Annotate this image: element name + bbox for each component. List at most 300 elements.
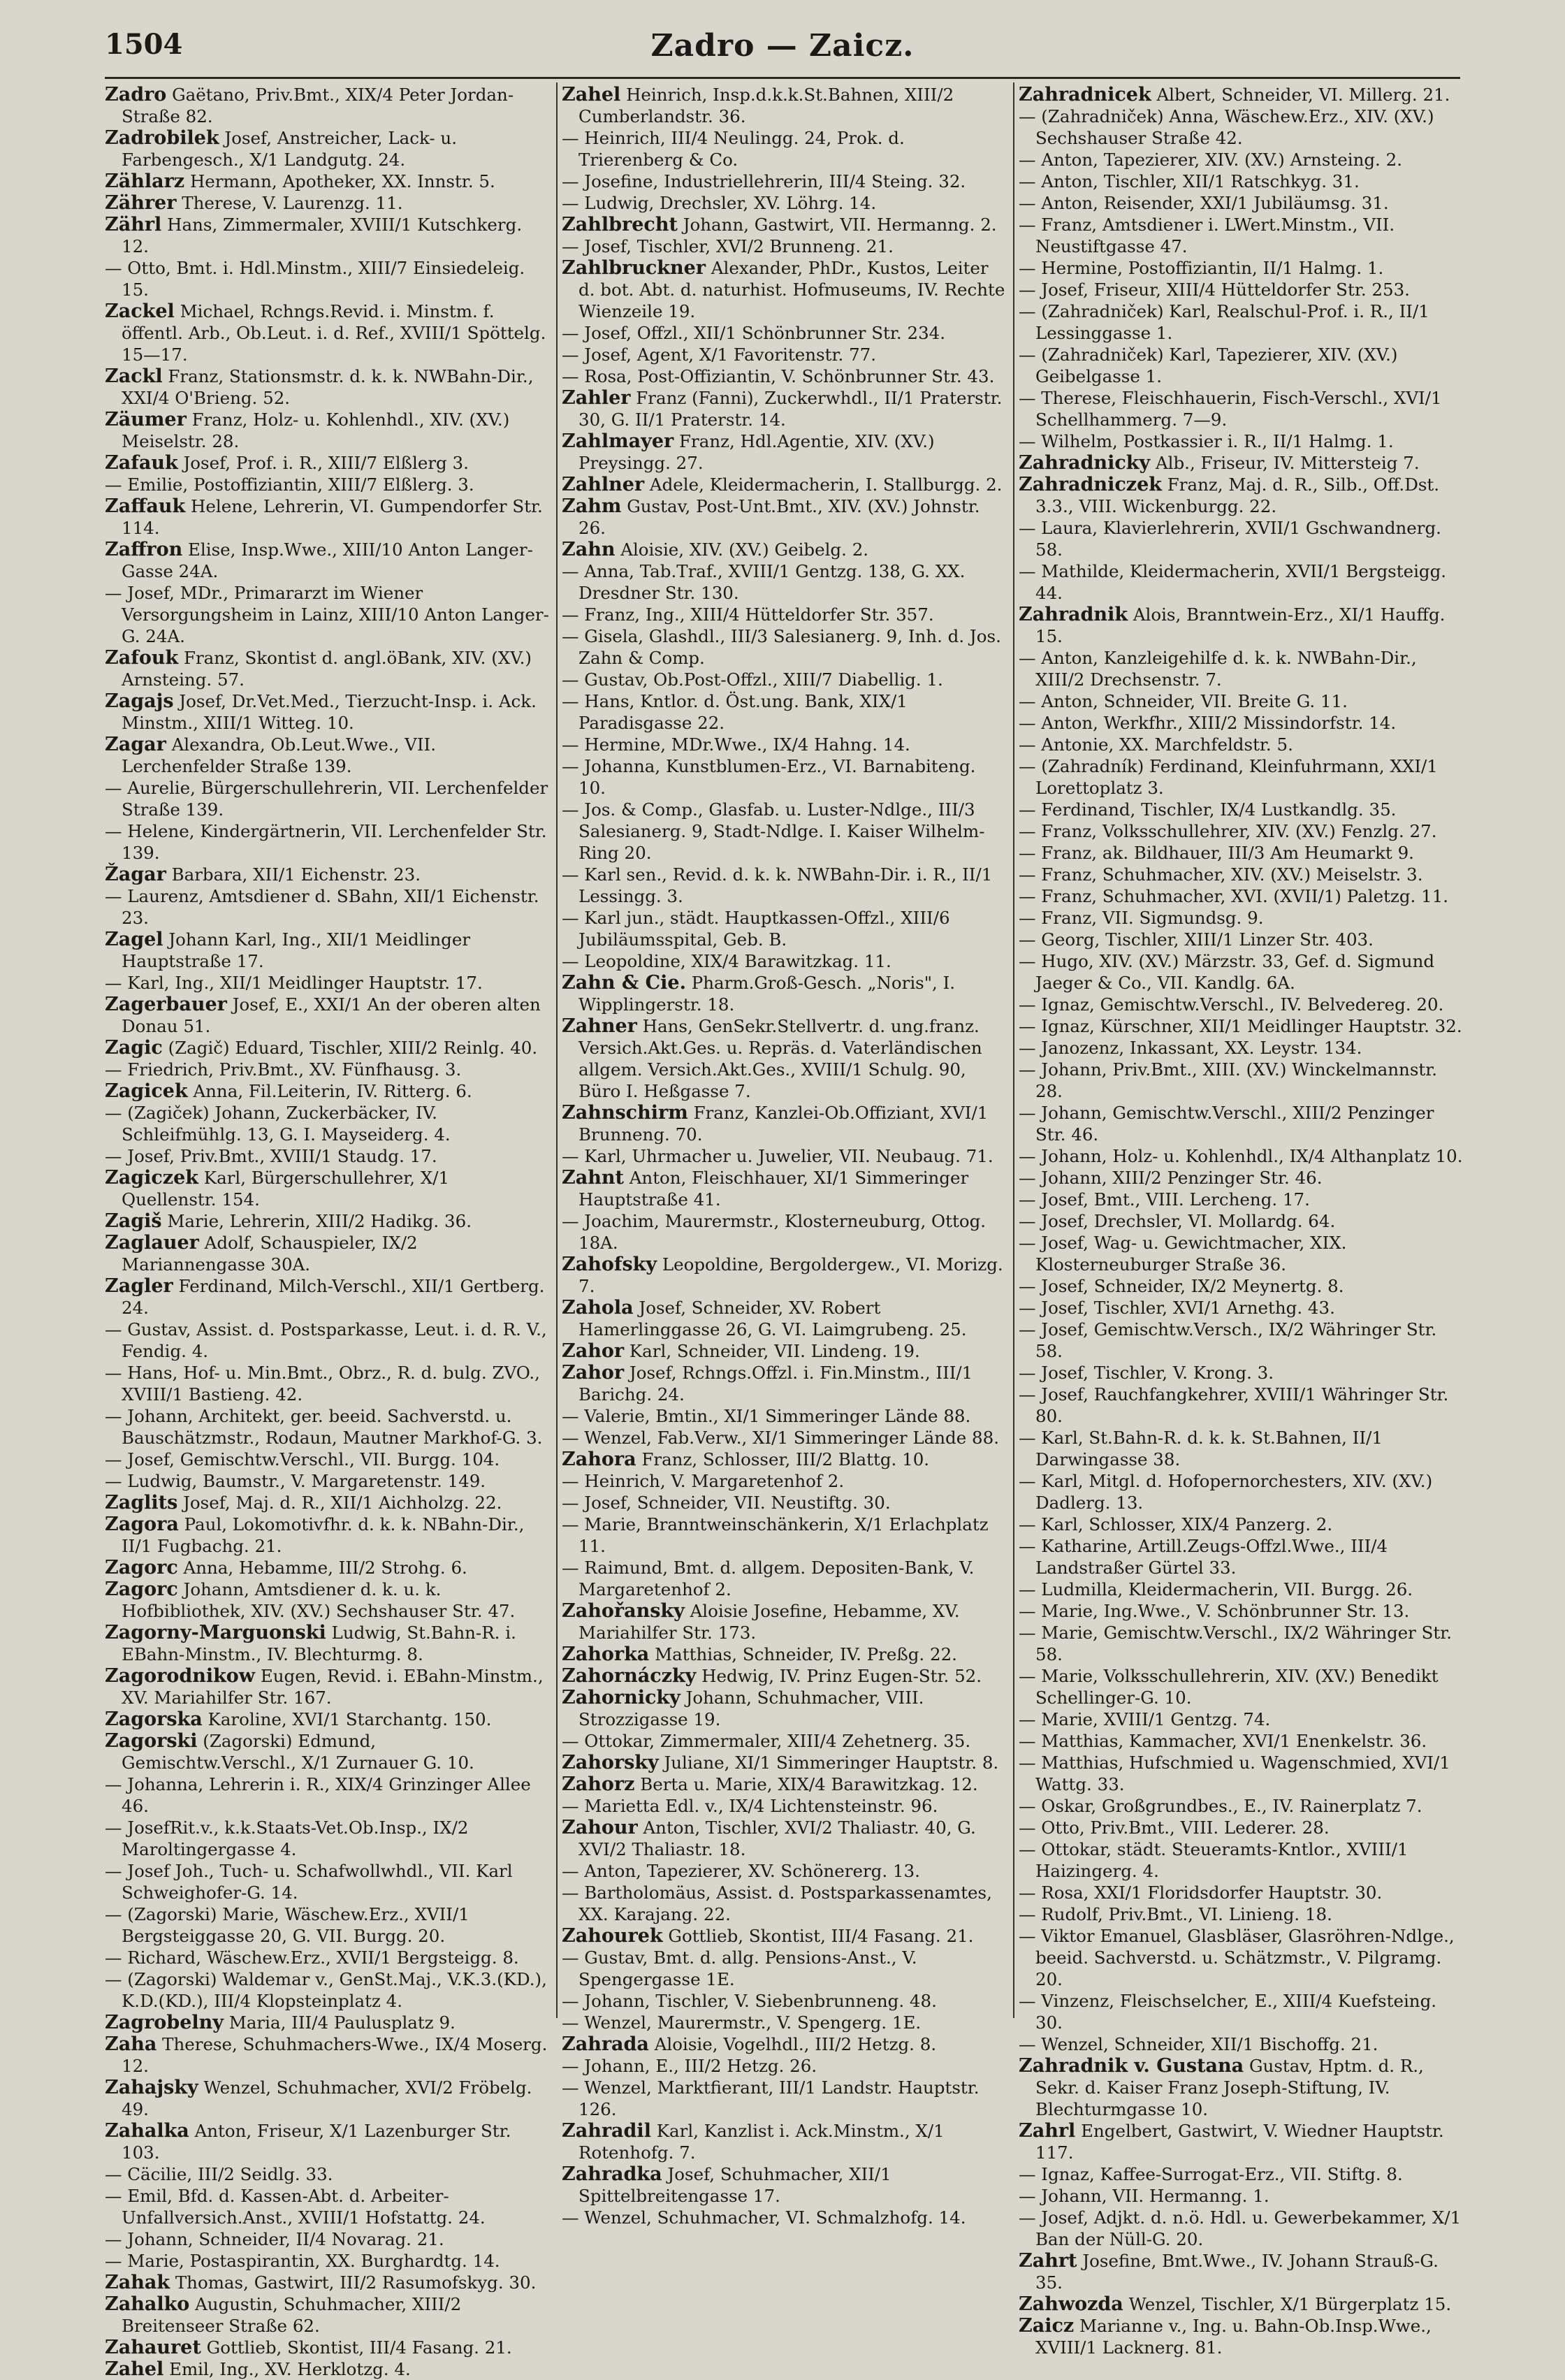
entry-surname: Zahradnik v. Gustana — [1019, 2055, 1244, 2077]
directory-entry — [1019, 799, 1463, 820]
entry-surname: Zahradnicky — [1019, 452, 1151, 474]
entry-surname: Zadrobilek — [105, 127, 219, 149]
entry-details: — Josef, Wag- u. Gewichtmacher, XIX. Klosterneuburger Straße 36. — [1019, 1233, 1347, 1275]
directory-entry — [562, 539, 1006, 560]
entry-details: — Josef, Priv.Bmt., XVIII/1 Staudg. 17. — [105, 1146, 437, 1166]
entry-surname: Zagorska — [105, 1708, 203, 1730]
directory-entry — [562, 907, 1006, 950]
entry-details: — Franz, Ing., XIII/4 Hütteldorfer Str. 357. — [562, 604, 934, 625]
directory-entry — [562, 1449, 1006, 1470]
directory-entry — [105, 452, 549, 474]
entry-details: Franz, Skontist d. angl.öBank, XIV. (XV.) Arnsteing. 57. — [122, 648, 532, 690]
entry-details: — Anton, Tapezierer, XIV. (XV.) Arnsteing. 2. — [1019, 150, 1402, 170]
entry-surname: Zahradka — [562, 2163, 662, 2185]
entry-details: Pharm.Groß-Gesch. „Noris", I. Wipplingerstr. 18. — [578, 973, 956, 1015]
entry-details: Hermann, Apotheker, XX. Innstr. 5. — [184, 171, 495, 191]
entry-surname: Zagorski — [105, 1730, 198, 1752]
entry-details: Josef, Prof. i. R., XIII/7 Elßlerg 3. — [177, 453, 469, 473]
directory-entry — [1019, 994, 1463, 1015]
directory-entry — [1019, 1903, 1463, 1925]
directory-entry — [1019, 1795, 1463, 1817]
entry-details: — Leopoldine, XIX/4 Barawitzkag. 11. — [562, 951, 891, 971]
entry-details: — Marie, Gemischtw.Verschl., IX/2 Währinger Str. 58. — [1019, 1623, 1453, 1664]
entry-details: — (Zahradniček) Karl, Realschul-Prof. i. R., II/1 Lessinggasse 1. — [1019, 301, 1429, 343]
directory-entry — [105, 820, 549, 864]
directory-entry — [562, 1687, 1006, 1730]
entry-details: — Johann, XIII/2 Penzinger Str. 46. — [1019, 1168, 1323, 1188]
directory-entry — [105, 1860, 549, 1903]
entry-details: — Anton, Schneider, VII. Breite G. 11. — [1019, 691, 1348, 711]
entry-details: Marianne v., Ing. u. Bahn-Ob.Insp.Wwe., XVIII/1 Lacknerg. 81. — [1035, 2316, 1432, 2358]
entry-details: — Raimund, Bmt. d. allgem. Depositen-Bank, V. Margaretenhof 2. — [562, 1558, 975, 1599]
directory-entry — [1019, 734, 1463, 755]
directory-entry — [562, 2055, 1006, 2077]
directory-entry — [105, 1622, 549, 1665]
directory-entry — [105, 2120, 549, 2163]
entry-details: — Karl, Uhrmacher u. Juwelier, VII. Neubaug. 71. — [562, 1146, 993, 1166]
entry-details: — Anton, Kanzleigehilfe d. k. k. NWBahn-Dir., XIII/2 Drechsenstr. 7. — [1019, 648, 1417, 690]
directory-entry — [1019, 842, 1463, 864]
entry-surname: Zagiš — [105, 1210, 162, 1232]
directory-entry — [105, 192, 549, 214]
directory-entry — [1019, 1600, 1463, 1622]
directory-entry — [105, 409, 549, 452]
entry-details: Heinrich, Insp.d.k.k.St.Bahnen, XIII/2 Cumberlandstr. 36. — [578, 85, 954, 126]
entry-surname: Zahrt — [1019, 2250, 1077, 2272]
entry-details: Alb., Friseur, IV. Mittersteig 7. — [1150, 453, 1420, 473]
directory-entry — [562, 84, 1006, 127]
entry-details: — Josef, Drechsler, VI. Mollardg. 64. — [1019, 1211, 1336, 1231]
entry-surname: Zaha — [105, 2033, 157, 2055]
entry-details: Anna, Fil.Leiterin, IV. Ritterg. 6. — [187, 1081, 472, 1101]
directory-entry — [1019, 2315, 1463, 2358]
directory-entry — [1019, 2033, 1463, 2055]
entry-details: Berta u. Marie, XIX/4 Barawitzkag. 12. — [634, 1774, 978, 1794]
directory-entry — [1019, 950, 1463, 994]
entry-details: Ferdinand, Milch-Verschl., XII/1 Gertberg. 24. — [122, 1276, 545, 1318]
entry-surname: Zahner — [562, 1015, 637, 1037]
directory-entry — [562, 2012, 1006, 2033]
directory-entry — [1019, 712, 1463, 734]
entry-details: Hans, GenSekr.Stellvertr. d. ung.franz. Versich.Akt.Ges. u. Repräs. d. Vaterländischen allgem. Versich.Akt.Ges., XVIII/1 Schulg. 90, Büro I. Heßgasse 7. — [578, 1016, 982, 1101]
directory-entry — [562, 1254, 1006, 1297]
entry-details: — (Zahradniček) Anna, Wäschew.Erz., XIV. (XV.) Sechshauser Straße 42. — [1019, 106, 1434, 148]
directory-entry — [1019, 1514, 1463, 1535]
entry-details: Alexander, PhDr., Kustos, Leiter d. bot. Abt. d. naturhist. Hofmuseums, IV. Rechte Wienzeile 19. — [578, 258, 1005, 321]
directory-entry — [562, 1730, 1006, 1752]
entry-details: Michael, Rchngs.Revid. i. Minstm. f. öffentl. Arb., Ob.Leut. i. d. Ref., XVIII/1 Spöttelg. 15—17. — [122, 301, 546, 365]
column-middle — [562, 84, 1006, 2228]
entry-details: Hans, Zimmermaler, XVIII/1 Kutschkerg. 12. — [122, 215, 523, 256]
entry-surname: Zahlner — [562, 474, 645, 495]
entry-details: — Josef, MDr., Primararzt im Wiener Versorgungsheim in Lainz, XIII/10 Anton Langer-G. 24A. — [105, 583, 549, 646]
entry-surname: Zagora — [105, 1514, 179, 1535]
directory-entry — [1019, 907, 1463, 929]
entry-details: — Wenzel, Schuhmacher, VI. Schmalzhofg. 14. — [562, 2207, 966, 2228]
directory-entry — [562, 864, 1006, 907]
entry-details: Emil, Ing., XV. Herklotzg. 4. — [163, 2359, 411, 2379]
entry-details: — Katharine, Artill.Zeugs-Offzl.Wwe., III/4 Landstraßer Gürtel 33. — [1019, 1536, 1388, 1578]
entry-details: Aloisie, XIV. (XV.) Geibelg. 2. — [615, 539, 869, 560]
directory-entry — [562, 344, 1006, 365]
entry-details: — Johann, E., III/2 Hetzg. 26. — [562, 2056, 817, 2076]
directory-entry — [562, 755, 1006, 799]
directory-entry — [562, 604, 1006, 625]
entry-details: Josefine, Bmt.Wwe., IV. Johann Strauß-G. 35. — [1035, 2251, 1439, 2293]
directory-entry — [105, 1773, 549, 1817]
entry-details: Johann Karl, Ing., XII/1 Meidlinger Hauptstraße 17. — [122, 929, 471, 971]
entry-details: — Matthias, Kammacher, XVI/1 Enenkelstr. 36. — [1019, 1731, 1427, 1751]
directory-entry — [105, 2163, 549, 2185]
entry-details: — Karl, Schlosser, XIX/4 Panzerg. 2. — [1019, 1514, 1333, 1534]
entry-details: Karl, Bürgerschullehrer, X/1 Quellenstr. 154. — [122, 1168, 450, 1210]
entry-surname: Zahofsky — [562, 1254, 657, 1275]
entry-details: — Johann, Architekt, ger. beeid. Sachverstd. u. Bauschätzmstr., Rodaun, Mautner Markhof-G. 3. — [105, 1406, 543, 1448]
directory-entry — [1019, 1232, 1463, 1275]
directory-entry — [105, 1579, 549, 1622]
entry-details: Wenzel, Tischler, X/1 Bürgerplatz 15. — [1123, 2294, 1452, 2314]
directory-entry — [562, 430, 1006, 474]
entry-surname: Zagorc — [105, 1557, 178, 1579]
entry-surname: Zahola — [562, 1297, 634, 1319]
header-rule — [105, 77, 1460, 79]
entry-details: — Marie, Volksschullehrerin, XIV. (XV.) Benedikt Schellinger-G. 10. — [1019, 1666, 1439, 1708]
entry-details: — Emilie, Postoffiziantin, XIII/7 Elßlerg. 3. — [105, 474, 474, 495]
entry-details: — Vinzenz, Fleischselcher, E., XIII/4 Kuefsteing. 30. — [1019, 1991, 1437, 2033]
entry-surname: Zahlmayer — [562, 430, 674, 452]
directory-entry — [1019, 1470, 1463, 1514]
directory-entry — [562, 1947, 1006, 1990]
directory-entry — [105, 214, 549, 257]
entry-details: — Laurenz, Amtsdiener d. SBahn, XII/1 Eichenstr. 23. — [105, 886, 539, 928]
directory-entry — [562, 170, 1006, 192]
directory-entry — [105, 1449, 549, 1470]
entry-details: — Franz, ak. Bildhauer, III/3 Am Heumarkt 9. — [1019, 843, 1414, 863]
directory-entry — [1019, 192, 1463, 214]
directory-entry — [562, 1860, 1006, 1882]
directory-entry — [1019, 279, 1463, 300]
directory-entry — [105, 1275, 549, 1319]
directory-entry — [105, 690, 549, 734]
entry-details: — Ottokar, städt. Steueramts-Kntlor., XVIII/1 Haizingerg. 4. — [1019, 1839, 1408, 1881]
directory-entry — [1019, 1838, 1463, 1882]
entry-surname: Zahour — [562, 1817, 638, 1838]
directory-entry — [562, 1340, 1006, 1362]
entry-details: — Karl jun., städt. Hauptkassen-Offzl., XIII/6 Jubiläumsspital, Geb. B. — [562, 908, 950, 950]
entry-details: — Viktor Emanuel, Glasbläser, Glasröhren-Ndlge., beeid. Sachverstd. u. Schätzmstr., V. Pilgramg. 20. — [1019, 1926, 1455, 1989]
directory-entry — [1019, 604, 1463, 647]
directory-entry — [105, 2250, 549, 2272]
directory-entry — [1019, 820, 1463, 842]
directory-entry — [562, 127, 1006, 170]
directory-entry — [1019, 1665, 1463, 1708]
entry-details: Anton, Friseur, X/1 Lazenburger Str. 103. — [122, 2121, 511, 2163]
directory-entry — [1019, 1059, 1463, 1102]
directory-entry — [562, 799, 1006, 864]
entry-surname: Zahorsky — [562, 1752, 659, 1773]
entry-details: Adolf, Schauspieler, IX/2 Mariannengasse 30A. — [122, 1233, 418, 1275]
entry-details: — Hugo, XIV. (XV.) Märzstr. 33, Gef. d. Sigmund Jaeger & Co., VII. Kandlg. 6A. — [1019, 951, 1435, 993]
directory-entry — [105, 1080, 549, 1102]
directory-entry — [1019, 1167, 1463, 1189]
directory-entry — [105, 2337, 549, 2358]
directory-entry — [1019, 214, 1463, 257]
entry-details: Franz, Maj. d. R., Silb., Off.Dst. 3.3., VIII. Wickenburgg. 22. — [1035, 474, 1440, 516]
entry-details: Alexandra, Ob.Leut.Wwe., VII. Lerchenfelder Straße 139. — [122, 734, 436, 776]
entry-surname: Zahnschirm — [562, 1102, 688, 1124]
directory-entry — [105, 300, 549, 365]
directory-entry — [562, 1015, 1006, 1102]
directory-entry — [105, 1145, 549, 1167]
directory-entry — [105, 1232, 549, 1275]
entry-details: — Ignaz, Kürschner, XII/1 Meidlinger Hauptstr. 32. — [1019, 1016, 1462, 1036]
entry-details: — Marie, Ing.Wwe., V. Schönbrunner Str. 13. — [1019, 1601, 1410, 1621]
directory-entry — [562, 1773, 1006, 1795]
entry-details: Therese, V. Laurenzg. 11. — [176, 193, 403, 213]
directory-entry — [1019, 1535, 1463, 1579]
entry-details: Josef, Schneider, XV. Robert Hamerlinggasse 26, G. VI. Laimgrubeng. 25. — [578, 1298, 967, 1340]
entry-details: — Hans, Hof- u. Min.Bmt., Obrz., R. d. bulg. ZVO., XVIII/1 Bastieng. 42. — [105, 1363, 540, 1405]
entry-details: — Franz, Amtsdiener i. LWert.Minstm., VII. Neustiftgasse 47. — [1019, 215, 1395, 256]
directory-entry — [562, 1492, 1006, 1514]
entry-details: Karl, Kanzlist i. Ack.Minstm., X/1 Rotenhofg. 7. — [578, 2121, 945, 2163]
entry-details: — Johann, Schneider, II/4 Novarag. 21. — [105, 2229, 444, 2249]
entry-details: Matthias, Schneider, IV. Preßg. 22. — [649, 1644, 957, 1664]
directory-entry — [105, 84, 549, 127]
entry-surname: Zählarz — [105, 170, 185, 192]
directory-entry — [562, 1514, 1006, 1557]
entry-details: — Johann, Gemischtw.Verschl., XIII/2 Penzinger Str. 46. — [1019, 1103, 1434, 1145]
directory-entry — [1019, 885, 1463, 907]
entry-details: Johann, Schuhmacher, VIII. Strozzigasse 19. — [578, 1688, 924, 1729]
entry-surname: Zahler — [562, 387, 631, 409]
entry-surname: Zahel — [105, 2358, 164, 2380]
entry-surname: Zahořansky — [562, 1600, 685, 1622]
entry-details: Anton, Tischler, XVI/2 Thaliastr. 40, G. XVI/2 Thaliastr. 18. — [578, 1817, 976, 1859]
directory-entry — [562, 972, 1006, 1015]
entry-details: — Rosa, XXI/1 Floridsdorfer Hauptstr. 30. — [1019, 1882, 1383, 1903]
entry-surname: Zahornicky — [562, 1687, 680, 1708]
entry-details: Josef, Anstreicher, Lack- u. Farbengesch., X/1 Landgutg. 24. — [122, 128, 457, 170]
entry-details: Franz (Fanni), Zuckerwhdl., II/1 Praterstr. 30, G. II/1 Praterstr. 14. — [578, 388, 1003, 430]
entry-details: — Aurelie, Bürgerschullehrerin, VII. Lerchenfelder Straße 139. — [105, 778, 548, 820]
entry-details: Elise, Insp.Wwe., XIII/10 Anton Langer-Gasse 24A. — [122, 539, 533, 581]
entry-details: — Ludmilla, Kleidermacherin, VII. Burgg. 26. — [1019, 1579, 1413, 1599]
directory-entry — [562, 192, 1006, 214]
entry-details: — Josef, Rauchfangkehrer, XVIII/1 Währinger Str. 80. — [1019, 1384, 1449, 1426]
directory-entry — [562, 322, 1006, 344]
entry-details: Gottlieb, Skontist, III/4 Fasang. 21. — [201, 2337, 512, 2358]
entry-surname: Zahor — [562, 1362, 625, 1384]
entry-details: — Joachim, Maurermstr., Klosterneuburg, Ottog. 18A. — [562, 1211, 987, 1253]
entry-surname: Zafouk — [105, 647, 179, 669]
entry-details: — (Zagorski) Waldemar v., GenSt.Maj., V.K.3.(KD.), K.D.(KD.), III/4 Klopsteinplatz 4. — [105, 1969, 547, 2011]
entry-details: — Cäcilie, III/2 Seidlg. 33. — [105, 2164, 333, 2184]
entry-details: Franz, Stationsmstr. d. k. k. NWBahn-Dir., XXI/4 O'Brieng. 52. — [122, 366, 534, 408]
directory-entry — [105, 885, 549, 929]
directory-entry — [1019, 517, 1463, 560]
directory-entry — [105, 1947, 549, 1968]
column-right — [1019, 84, 1463, 2358]
entry-details: Adele, Kleidermacherin, I. Stallburgg. 2. — [644, 474, 1003, 495]
entry-surname: Zagajs — [105, 690, 174, 712]
entry-details: Johann, Amtsdiener d. k. u. k. Hofbibliothek, XIV. (XV.) Sechshauser Str. 47. — [122, 1579, 516, 1621]
directory-entry — [105, 1102, 549, 1145]
column-divider — [1013, 82, 1014, 2018]
entry-surname: Zahn — [562, 539, 616, 560]
directory-entry — [1019, 474, 1463, 517]
entry-details: — Josef, Schneider, VII. Neustiftg. 30. — [562, 1493, 891, 1513]
entry-details: — Josef, Tischler, XVI/1 Arnethg. 43. — [1019, 1298, 1335, 1318]
directory-entry — [1019, 929, 1463, 950]
entry-details: — Josef, Schneider, IX/2 Meynertg. 8. — [1019, 1276, 1344, 1296]
entry-details: — Josef, Gemischtw.Versch., IX/2 Währinger Str. 58. — [1019, 1319, 1437, 1361]
directory-entry — [105, 1730, 549, 1773]
entry-details: — Johanna, Kunstblumen-Erz., VI. Barnabiteng. 10. — [562, 756, 976, 798]
entry-details: — Josef, Tischler, V. Krong. 3. — [1019, 1363, 1274, 1383]
entry-details: — Anton, Werkfhr., XIII/2 Missindorfstr. 14. — [1019, 713, 1397, 733]
directory-entry — [1019, 2163, 1463, 2185]
directory-entry — [105, 1470, 549, 1492]
entry-details: — Friedrich, Priv.Bmt., XV. Fünfhausg. 3. — [105, 1059, 462, 1080]
entry-surname: Zahalko — [105, 2293, 190, 2315]
entry-details: — Josef, Friseur, XIII/4 Hütteldorfer Str. 253. — [1019, 280, 1410, 300]
entry-details: Josef, Rchngs.Offzl. i. Fin.Minstm., III/1 Barichg. 24. — [578, 1363, 973, 1405]
directory-entry — [105, 2272, 549, 2293]
directory-entry — [1019, 1275, 1463, 1297]
entry-surname: Zagiczek — [105, 1167, 198, 1189]
directory-entry — [562, 1167, 1006, 1210]
directory-entry — [562, 1297, 1006, 1340]
entry-details: Maria, III/4 Paulusplatz 9. — [223, 2012, 456, 2033]
entry-details: — Helene, Kindergärtnerin, VII. Lerchenfelder Str. 139. — [105, 821, 547, 863]
directory-entry — [562, 495, 1006, 539]
entry-surname: Zahajsky — [105, 2077, 198, 2098]
entry-details: Augustin, Schuhmacher, XIII/2 Breitenseer Straße 62. — [122, 2294, 462, 2336]
entry-surname: Zagrobelny — [105, 2012, 224, 2033]
directory-entry — [105, 1362, 549, 1405]
entry-details: — Mathilde, Kleidermacherin, XVII/1 Bergsteigg. 44. — [1019, 561, 1447, 603]
entry-surname: Zahlbruckner — [562, 257, 706, 279]
entry-details: — Anna, Tab.Traf., XVIII/1 Gentzg. 138, G. XX. Dresdner Str. 130. — [562, 561, 966, 603]
directory-entry — [562, 950, 1006, 972]
directory-entry — [1019, 452, 1463, 474]
entry-details: — Wenzel, Schneider, XII/1 Bischoffg. 21. — [1019, 2034, 1378, 2054]
directory-entry — [105, 777, 549, 820]
directory-entry — [562, 2077, 1006, 2120]
entry-surname: Zaicz — [1019, 2315, 1075, 2337]
directory-entry — [562, 690, 1006, 734]
directory-entry — [1019, 430, 1463, 452]
entry-details: Gaëtano, Priv.Bmt., XIX/4 Peter Jordan-Straße 82. — [122, 85, 514, 126]
entry-details: — Josef, Adjkt. d. n.ö. Hdl. u. Gewerbekammer, X/1 Ban der Nüll-G. 20. — [1019, 2207, 1462, 2249]
directory-entry — [105, 2077, 549, 2120]
entry-details: — Johann, VII. Hermanng. 1. — [1019, 2186, 1269, 2206]
entry-details: Hedwig, IV. Prinz Eugen-Str. 52. — [696, 1666, 982, 1686]
directory-entry — [1019, 560, 1463, 604]
directory-entry — [1019, 1297, 1463, 1319]
directory-entry — [562, 1990, 1006, 2012]
entry-surname: Zagar — [105, 734, 166, 755]
entry-surname: Zaffauk — [105, 495, 186, 517]
directory-entry — [1019, 300, 1463, 344]
directory-entry — [562, 1470, 1006, 1492]
directory-entry — [562, 669, 1006, 690]
directory-entry — [1019, 149, 1463, 170]
entry-details: — Wenzel, Maurermstr., V. Spengerg. 1E. — [562, 2012, 922, 2033]
entry-details: — Franz, Schuhmacher, XIV. (XV.) Meiselstr. 3. — [1019, 864, 1423, 885]
directory-entry — [105, 2293, 549, 2337]
directory-entry — [562, 1643, 1006, 1665]
entry-details: — Marie, XVIII/1 Gentzg. 74. — [1019, 1709, 1271, 1729]
entry-details: Thomas, Gastwirt, III/2 Rasumofskyg. 30. — [170, 2272, 537, 2293]
directory-entry — [105, 127, 549, 170]
entry-details: — Josefine, Industriellehrerin, III/4 Steing. 32. — [562, 171, 966, 191]
entry-surname: Zagic — [105, 1037, 163, 1059]
entry-details: — Hans, Kntlor. d. Öst.ung. Bank, XIX/1 Paradisgasse 22. — [562, 691, 908, 733]
entry-details: — Valerie, Bmtin., XI/1 Simmeringer Lände 88. — [562, 1406, 971, 1426]
entry-details: — Ferdinand, Tischler, IX/4 Lustkandlg. 35. — [1019, 799, 1397, 820]
directory-entry — [562, 1925, 1006, 1947]
entry-surname: Zaffron — [105, 539, 183, 560]
directory-entry — [105, 582, 549, 647]
page-number: 1504 — [105, 28, 183, 61]
directory-entry — [1019, 387, 1463, 430]
directory-entry — [562, 235, 1006, 257]
directory-entry — [562, 1665, 1006, 1687]
directory-entry — [105, 1903, 549, 1947]
entry-surname: Zackl — [105, 365, 163, 387]
entry-details: Barbara, XII/1 Eichenstr. 23. — [166, 864, 421, 885]
entry-surname: Zaglits — [105, 1492, 178, 1514]
directory-entry — [1019, 1752, 1463, 1795]
entry-details: — Ignaz, Kaffee-Surrogat-Erz., VII. Stiftg. 8. — [1019, 2164, 1403, 2184]
entry-surname: Zagerbauer — [105, 994, 227, 1015]
entry-details: — Wenzel, Marktfierant, III/1 Landstr. Hauptstr. 126. — [562, 2077, 980, 2119]
directory-entry — [105, 1492, 549, 1514]
directory-entry — [562, 2120, 1006, 2163]
directory-entry — [562, 1600, 1006, 1643]
entry-details: Johann, Gastwirt, VII. Hermanng. 2. — [677, 215, 997, 235]
entry-details: — Ignaz, Gemischtw.Verschl., IV. Belvedereg. 20. — [1019, 994, 1444, 1015]
directory-entry — [562, 1362, 1006, 1405]
directory-entry — [1019, 1708, 1463, 1730]
directory-entry — [105, 257, 549, 300]
directory-entry — [105, 1968, 549, 2012]
directory-entry — [105, 2012, 549, 2033]
entry-details: Wenzel, Schuhmacher, XVI/2 Fröbelg. 49. — [122, 2077, 532, 2119]
entry-details: Leopoldine, Bergoldergew., VI. Morizg. 7. — [578, 1254, 1003, 1296]
directory-entry — [562, 625, 1006, 669]
entry-details: — Franz, Schuhmacher, XVI. (XVII/1) Paletzg. 11. — [1019, 886, 1449, 906]
entry-surname: Zahel — [562, 84, 621, 106]
directory-entry — [562, 1752, 1006, 1773]
directory-entry — [562, 1817, 1006, 1860]
entry-details: — Richard, Wäschew.Erz., XVII/1 Bergsteigg. 8. — [105, 1947, 519, 1968]
directory-entry — [105, 2228, 549, 2250]
entry-surname: Zahourek — [562, 1925, 663, 1947]
directory-entry — [105, 1405, 549, 1449]
directory-entry — [562, 365, 1006, 387]
entry-details: Karoline, XVI/1 Starchantg. 150. — [202, 1709, 492, 1729]
entry-surname: Zahwozda — [1019, 2293, 1123, 2315]
directory-entry — [562, 474, 1006, 495]
directory-entry — [1019, 1817, 1463, 1838]
directory-entry — [562, 1210, 1006, 1254]
entry-details: Josef, Dr.Vet.Med., Tierzucht-Insp. i. Ack. Minstm., XIII/1 Witteg. 10. — [122, 691, 537, 733]
entry-details: — Matthias, Hufschmied u. Wagenschmied, XVI/1 Wattg. 33. — [1019, 1753, 1450, 1794]
directory-entry — [1019, 755, 1463, 799]
